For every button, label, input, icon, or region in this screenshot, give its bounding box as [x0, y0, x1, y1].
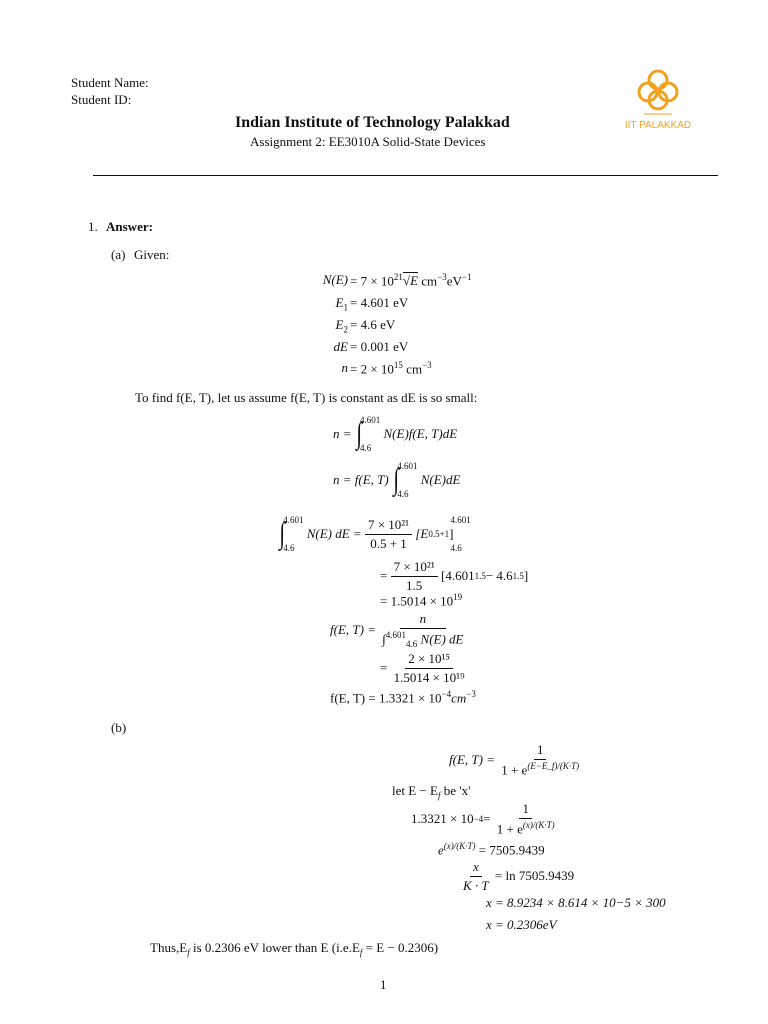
b-eq1: f(E, T) = $\frac{1}{1 + e^{(E-E\_f)/(K\cdot T)}}$ — [449, 741, 580, 778]
assignment-subtitle: Assignment 2: EE3010A Solid-State Devices — [250, 134, 486, 149]
e1-rhs: = 4.601 eV — [350, 295, 409, 310]
de-lhs: dE — [333, 339, 348, 354]
eq3: ∫ 4.601 4.6 N(E) dE = $\frac{\text{7 × 10²¹}}{0.5 + 1}$ [E 0.5+1 ] 4.601 4.6 — [279, 515, 471, 553]
student-id-label: Student ID: — [71, 92, 132, 107]
e2-rhs: = 4.6 eV — [350, 317, 396, 332]
student-name-label: Student Name: — [71, 75, 149, 90]
part-a-label: (a) — [111, 247, 126, 262]
e1-lhs: $E_1$ — [335, 295, 348, 313]
find-text: To find f(E, T), let us assume f(E, T) is constant as dE is so small: — [135, 390, 478, 405]
header-divider — [93, 175, 718, 176]
question-number: 1. — [88, 219, 98, 234]
logo-knot-icon — [622, 66, 694, 122]
eq5: = $1.5014 \times 10^{19}$ — [380, 592, 463, 609]
page-number: 1 — [380, 977, 387, 992]
b-eq3: $e^{(x)/(K\cdot T)} = 7505.9439$ — [438, 841, 545, 858]
ne-rhs: = $7 \times 10^{21}√E$ $cm^{-3}eV^{-1}$ — [350, 272, 472, 289]
b-eq5: x = 8.9234 × 8.614 × 10−5 × 300 — [486, 895, 666, 910]
eq1: n = ∫ 4.601 4.6 N(E)f(E, T)dE — [333, 415, 458, 453]
question-title: Answer: — [106, 219, 153, 234]
b-eq4: $\frac{x}{K \cdot T}$ = ln 7505.9439 — [463, 858, 575, 893]
e2-lhs: $E_2$ — [335, 317, 348, 335]
eq4: = $\frac{\text{7 × 10²¹}}{1.5}$ [4.601 1.5 − 4.6 1.5 ] — [380, 558, 529, 593]
eq7: = $\frac{\text{2 × 10¹⁵}}{\text{1.5014 × 10¹⁹}}$ — [380, 650, 465, 685]
n-lhs: n — [341, 360, 348, 375]
eq2: n = f(E, T) ∫ 4.601 4.6 N(E)dE — [333, 461, 461, 499]
logo-text: IIT PALAKKAD — [624, 120, 692, 131]
eq8: f(E, $T) = 1.3321 \times 10^{-4}cm^{-3}$ — [330, 689, 476, 706]
iit-palakkad-logo — [622, 66, 694, 136]
part-b-label: (b) — [111, 720, 127, 735]
given-label: Given: — [134, 247, 170, 262]
institute-title: Indian Institute of Technology Palakkad — [235, 114, 510, 131]
eq6: f(E, T) = $\frac{n}{\int^{4.601}_{4.6} N(E) dE}$ — [330, 611, 464, 649]
b-eq6: x = 0.2306eV — [486, 917, 557, 932]
de-rhs: = 0.001 eV — [350, 339, 409, 354]
n-rhs: = $2 \times 10^{15}$ $cm^{-3}$ — [350, 360, 432, 377]
b-conclusion: $Thus,E_f$ is 0.2306 eV lower than E $(i.e.E_f = E - 0.2306)$ — [150, 940, 439, 958]
b-let: let $E - E_f$ be 'x' — [392, 783, 471, 801]
b-eq2: 1.3321 × 10 −4 = $\frac{1}{1 + e^{(x)/(K\cdot T)}}$ — [411, 800, 555, 837]
ne-lhs: N(E) — [322, 272, 348, 287]
